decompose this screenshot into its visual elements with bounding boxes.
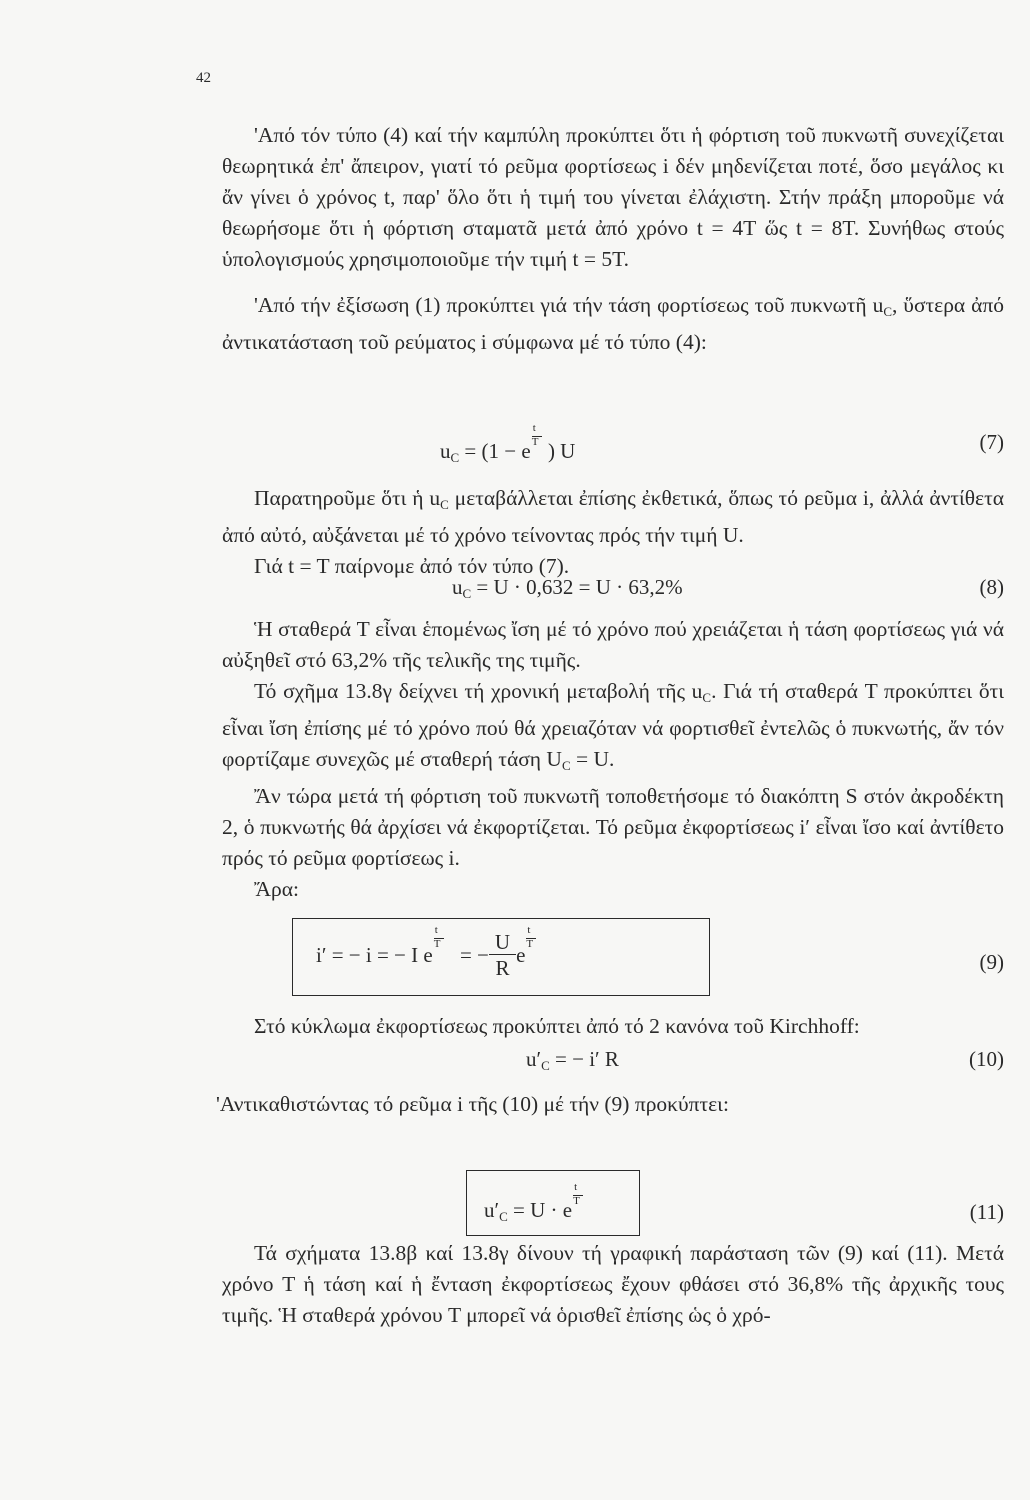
paragraph-3-text <box>222 483 1004 551</box>
equation-8 <box>452 575 683 602</box>
p6-c: = U. <box>570 747 615 771</box>
equation-10 <box>526 1047 619 1074</box>
paragraph-1 <box>222 120 1004 275</box>
eq7-body-a: = (1 − e <box>459 439 531 463</box>
p2-before: 'Από τήν ἐξίσωση (1) προκύπτει γιά τήν τάση φορτίσεως τοῦ πυκνωτῆ u <box>254 293 884 317</box>
p6-b: . Γιά τή σταθερά T προκύπτει ὅτι εἶναι ἴση ἐπίσης μέ τό χρόνο πού θά χρειαζόταν νά φορτισθεῖ ἐντελῶς ὁ πυκνωτής, ἄν τόν φορτίζαμε συνεχῶς μέ σταθερή τάση U <box>222 679 1005 771</box>
eq9-exponent-2 <box>525 924 537 952</box>
p6-sub-2: C <box>561 758 571 773</box>
eq11-sub: C <box>499 1209 508 1224</box>
paragraph-1-text: 'Από τόν τύπο (4) καί τήν καμπύλη προκύπτει ὅτι ἡ φόρτιση τοῦ πυκνωτῆ συνεχίζεται θεωρητικά ἐπ' ἄπειρον, γιατί τό ρεῦμα φορτίσεως i δέν μηδενίζεται ποτέ, ὅσο μεγάλος κι ἄν γίνει ὁ χρόνος t, παρ' ὅλο ὅτι ἡ τιμή του γίνεται ἐλάχιστη. Στήν πράξη μποροῦμε νά θεωρήσομε ὅτι ἡ φόρτιση σταματᾶ μετά ἀπό χρόνο t = 4T ὥς t = 8T. Συνήθως στούς ὑπολογισμούς χρησιμοποιοῦμε τήν τιμή t = 5T. <box>222 123 1004 271</box>
paragraph-2 <box>222 290 1004 358</box>
eq9-i-prime: i′ <box>316 943 327 967</box>
eq8-u: u <box>452 575 463 599</box>
paragraph-9 <box>222 1011 1004 1042</box>
eq11-body: = U · e <box>507 1198 573 1222</box>
paragraph-11-text: Τά σχήματα 13.8β καί 13.8γ δίνουν τή γραφική παράσταση τῶν (9) καί (11). Μετά χρόνο T ἡ τάση καί ἡ ἔνταση ἐκφορτίσεως ἔχουν φθάσει στό 36,8% τῆς ἀρχικῆς τους τιμῆς. Ἡ σταθερά χρόνου T μπορεῖ νά ὁρισθεῖ ἐπίσης ὡς ὁ χρό- <box>222 1241 1004 1327</box>
page-number: 42 <box>196 70 211 86</box>
paragraph-5-text: Ἡ σταθερά T εἶναι ἑπομένως ἴση μέ τό χρόνο πού χρειάζεται ἡ τάση φορτίσεως γιά νά αὐξηθεῖ στό 63,2% τῆς τελικῆς της τιμῆς. <box>222 617 1004 672</box>
paragraph-10 <box>216 1089 1004 1120</box>
eq9-denominator: R <box>489 954 516 981</box>
eq7-exp-t: t <box>532 422 536 434</box>
eq11-exp-T: T <box>573 1195 580 1207</box>
eq9-exponent-1 <box>433 924 445 952</box>
eq9-exp2-t: t <box>527 924 531 937</box>
equation-7 <box>440 422 576 466</box>
eq7-sub: C <box>450 450 460 465</box>
eq9-mid: = − <box>454 943 489 967</box>
paragraph-8-text: Ἄρα: <box>254 877 299 901</box>
eq10-sub: C <box>541 1058 550 1073</box>
eq8-body: = U · 0,632 = U · 63,2% <box>471 575 683 599</box>
paragraph-5-block <box>222 614 1004 905</box>
eq8-sub: C <box>462 586 472 601</box>
eq9-numerator: U <box>494 930 511 954</box>
equation-9 <box>316 924 537 981</box>
paragraph-3 <box>222 483 1004 582</box>
p3-before: Παρατηροῦμε ὅτι ἡ u <box>254 486 441 510</box>
equation-7-number: (7) <box>979 430 1004 454</box>
paragraph-2-text <box>222 290 1004 358</box>
eq11-u-prime: u′ <box>484 1198 500 1222</box>
eq9-exp1-T: T <box>433 938 441 951</box>
paragraph-10-text: 'Αντικαθιστώντας τό ρεῦμα i τῆς (10) μέ τήν (9) προκύπτει: <box>216 1092 729 1116</box>
paragraph-11 <box>222 1238 1004 1331</box>
eq10-body: = − i′ R <box>549 1047 619 1071</box>
eq9-e: e <box>516 943 526 967</box>
paragraph-9-text: Στό κύκλωμα ἐκφορτίσεως προκύπτει ἀπό τό 2 κανόνα τοῦ Kirchhoff: <box>254 1014 860 1038</box>
eq7-body-b: ) U <box>542 439 576 463</box>
paragraph-4-text: Γιά t = T παίρνομε ἀπό τόν τύπο (7). <box>254 554 570 578</box>
eq9-exp2-T: T <box>526 938 534 951</box>
equation-8-number: (8) <box>979 575 1004 599</box>
eq7-exp-T: T <box>531 436 539 448</box>
eq9-left: = − i = − I e <box>326 943 433 967</box>
equation-10-number: (10) <box>969 1047 1004 1071</box>
eq11-exponent <box>572 1181 584 1209</box>
eq7-exponent <box>531 422 543 450</box>
equation-11 <box>484 1181 584 1225</box>
p3-sub: C <box>440 497 449 512</box>
eq9-fraction <box>489 930 516 981</box>
eq9-exp1-t: t <box>434 924 438 937</box>
p3-after: μεταβάλλεται ἐπίσης ἐκθετικά, ὅπως τό ρεῦμα i, ἀλλά ἀντίθετα ἀπό αὐτό, αὐξάνεται μέ τό χρόνο τείνοντας πρός τήν τιμή U. <box>222 486 1004 547</box>
eq11-exp-t: t <box>574 1181 578 1193</box>
p6-a: Τό σχῆμα 13.8γ δείχνει τή χρονική μεταβολή τῆς u <box>254 679 703 703</box>
eq10-u-prime: u′ <box>526 1047 542 1071</box>
eq7-u: u <box>440 439 451 463</box>
paragraph-6-text <box>222 676 1004 781</box>
p2-sub: C <box>883 304 892 319</box>
equation-11-number: (11) <box>969 1200 1004 1224</box>
p6-sub-1: C <box>702 690 712 705</box>
paragraph-7-text: Ἄν τώρα μετά τή φόρτιση τοῦ πυκνωτῆ τοποθετήσομε τό διακόπτη S στόν ἀκροδέκτη 2, ὁ πυκνωτής θά ἀρχίσει νά ἐκφορτίζεται. Τό ρεῦμα ἐκφορτίσεως i′ εἶναι ἴσο καί ἀντίθετο πρός τό ρεῦμα φορτίσεως i. <box>222 784 1004 870</box>
p2-after: , ὕστερα ἀπό ἀντικατάσταση τοῦ ρεύματος i σύμφωνα μέ τό τύπο (4): <box>222 293 1004 354</box>
equation-9-number: (9) <box>979 950 1004 974</box>
